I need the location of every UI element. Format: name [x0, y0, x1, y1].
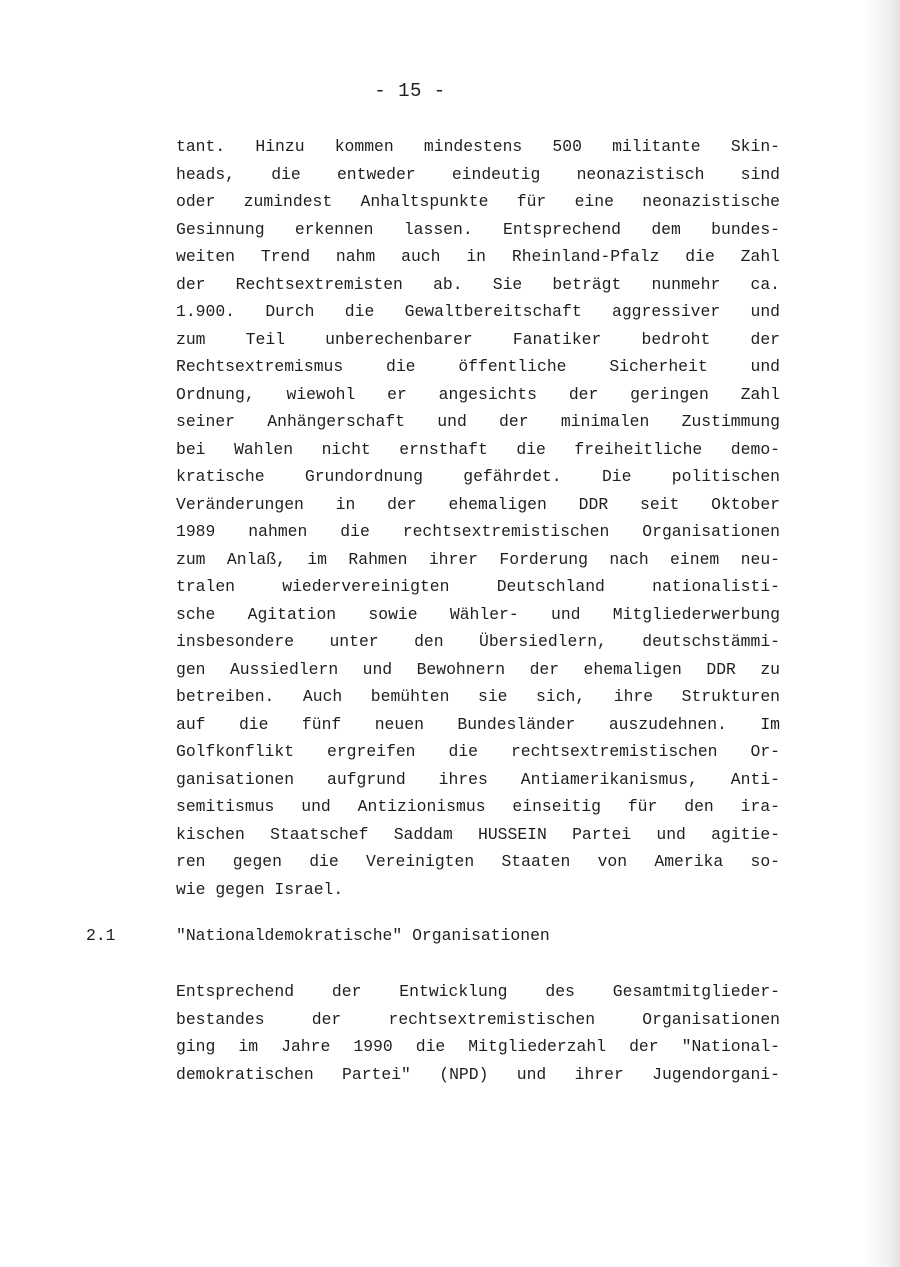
text-line: insbesondere unter den Übersiedlern, deutschstämmi-: [176, 632, 780, 651]
text-line: wie gegen Israel.: [176, 879, 344, 899]
body-paragraph-1: [176, 133, 780, 903]
text-line: kratische Grundordnung gefährdet. Die politischen: [176, 467, 780, 486]
text-line: Entsprechend der Entwicklung des Gesamtmitglieder-: [176, 982, 780, 1001]
text-line: bestandes der rechtsextremistischen Organisationen: [176, 1009, 780, 1029]
text-line: zum Teil unberechenbarer Fanatiker bedroht der: [176, 329, 780, 349]
text-line: zum Anlaß, im Rahmen ihrer Forderung nach einem neu-: [176, 549, 780, 569]
text-line: bei Wahlen nicht ernsthaft die freiheitliche demo-: [176, 439, 780, 459]
text-line: ganisationen aufgrund ihres Antiamerikanismus, Anti-: [176, 769, 780, 789]
text-line: sche Agitation sowie Wähler- und Mitgliederwerbung: [176, 604, 780, 624]
text-line: tralen wiedervereinigten Deutschland nationalisti-: [176, 577, 780, 596]
page-number: - 15 -: [374, 80, 446, 102]
text-line: betreiben. Auch bemühten sie sich, ihre Strukturen: [176, 687, 780, 706]
text-line: Ordnung, wiewohl er angesichts der geringen Zahl: [176, 384, 780, 404]
text-line: seiner Anhängerschaft und der minimalen Zustimmung: [176, 412, 780, 431]
text-line: Rechtsextremismus die öffentliche Sicherheit und: [176, 357, 780, 376]
text-line: ren gegen die Vereinigten Staaten von Amerika so-: [176, 852, 780, 871]
text-line: 1.900. Durch die Gewaltbereitschaft aggressiver und: [176, 302, 780, 321]
section-number: 2.1: [86, 926, 116, 945]
text-line: auf die fünf neuen Bundesländer auszudehnen. Im: [176, 714, 780, 734]
text-line: heads, die entweder eindeutig neonazistisch sind: [176, 164, 780, 184]
body-paragraph-2: [176, 978, 780, 1088]
text-line: der Rechtsextremisten ab. Sie beträgt nunmehr ca.: [176, 274, 780, 294]
text-line: demokratischen Partei" (NPD) und ihrer Jugendorgani-: [176, 1064, 780, 1084]
text-line: kischen Staatschef Saddam HUSSEIN Partei und agitie-: [176, 824, 780, 844]
text-line: 1989 nahmen die rechtsextremistischen Organisationen: [176, 522, 780, 541]
text-line: weiten Trend nahm auch in Rheinland-Pfalz die Zahl: [176, 247, 780, 266]
text-line: gen Aussiedlern und Bewohnern der ehemaligen DDR zu: [176, 659, 780, 679]
text-line: Veränderungen in der ehemaligen DDR seit Oktober: [176, 494, 780, 514]
section-title: "Nationaldemokratische" Organisationen: [176, 926, 550, 945]
text-line: oder zumindest Anhaltspunkte für eine neonazistische: [176, 192, 780, 211]
text-line: ging im Jahre 1990 die Mitgliederzahl der "National-: [176, 1037, 780, 1056]
text-line: Gesinnung erkennen lassen. Entsprechend dem bundes-: [176, 219, 780, 239]
text-line: semitismus und Antizionismus einseitig für den ira-: [176, 797, 780, 816]
text-line: Golfkonflikt ergreifen die rechtsextremistischen Or-: [176, 742, 780, 761]
text-line: tant. Hinzu kommen mindestens 500 militante Skin-: [176, 137, 780, 156]
